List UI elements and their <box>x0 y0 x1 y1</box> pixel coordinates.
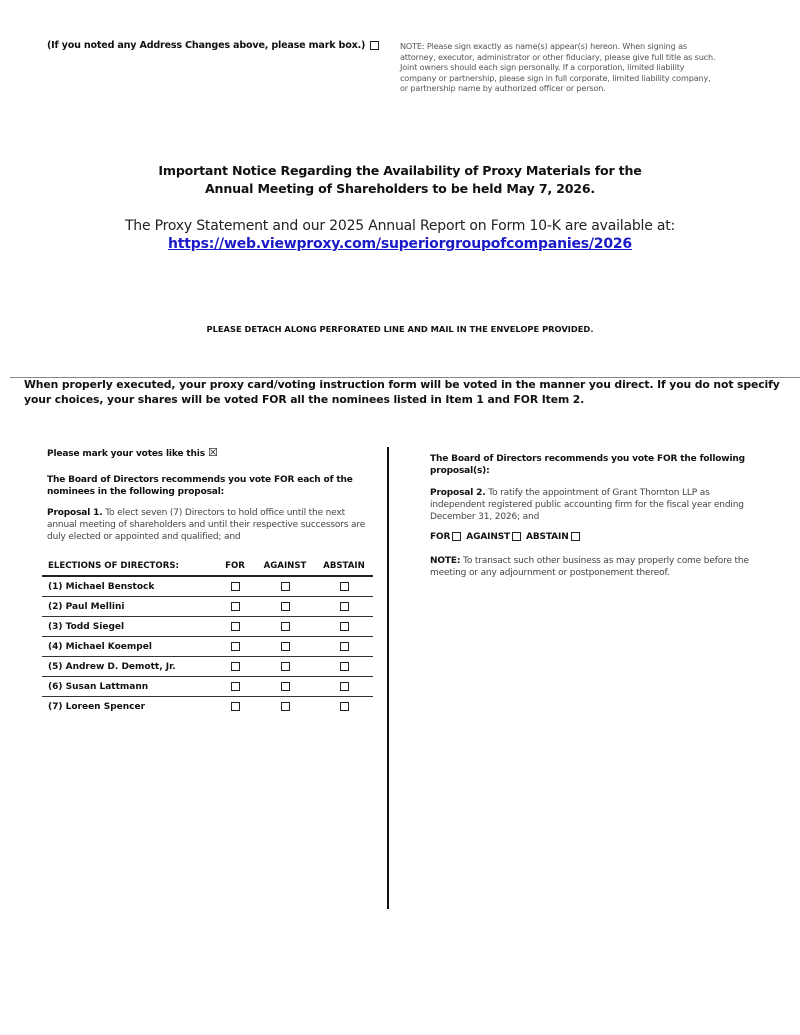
nominee-name: (7) Loreen Spencer <box>48 701 146 712</box>
proposal-2 <box>430 487 760 523</box>
proposal-1-label: Proposal 1. <box>47 508 103 518</box>
proxy-materials-link[interactable]: https://web.viewproxy.com/superiorgroupofcompanies/2026 <box>168 236 632 252</box>
header-elections: ELECTIONS OF DIRECTORS: <box>42 556 215 576</box>
nominee-name: (3) Todd Siegel <box>42 617 215 637</box>
nominee-row <box>42 576 373 597</box>
vote-cell <box>255 637 315 657</box>
vote-cell <box>315 637 373 657</box>
vote-cell <box>315 617 373 637</box>
nominee-1-for-checkbox[interactable] <box>231 582 240 591</box>
nominee-3-abstain-checkbox[interactable] <box>340 622 349 631</box>
nominee-3-against-checkbox[interactable] <box>281 622 290 631</box>
option-abstain-label: ABSTAIN <box>526 532 569 542</box>
vote-cell <box>215 637 255 657</box>
detach-instruction: PLEASE DETACH ALONG PERFORATED LINE AND MAIL IN THE ENVELOPE PROVIDED. <box>206 324 594 334</box>
table-header-row <box>42 556 373 576</box>
vote-cell <box>255 657 315 677</box>
proposal-2-label: Proposal 2. <box>430 488 486 498</box>
important-notice <box>0 162 800 198</box>
address-change-label <box>47 40 381 51</box>
vote-cell <box>315 657 373 677</box>
proposal-2-for-checkbox[interactable] <box>452 532 461 541</box>
nominee-6-against-checkbox[interactable] <box>281 682 290 691</box>
vote-cell <box>315 677 373 697</box>
vote-cell <box>255 617 315 637</box>
availability <box>0 217 800 253</box>
column-divider <box>387 447 389 909</box>
vote-cell <box>315 597 373 617</box>
nominee-row <box>42 657 373 677</box>
proposal-2-against-checkbox[interactable] <box>512 532 521 541</box>
vote-cell <box>215 597 255 617</box>
nominee-4-abstain-checkbox[interactable] <box>340 642 349 651</box>
vote-cell <box>255 576 315 597</box>
nominee-1-against-checkbox[interactable] <box>281 582 290 591</box>
signing-note-line: NOTE: Please sign exactly as name(s) appear(s) hereon. When signing as <box>400 41 687 51</box>
nominee-3-for-checkbox[interactable] <box>231 622 240 631</box>
header-abstain: ABSTAIN <box>315 556 373 576</box>
vote-cell <box>255 697 315 717</box>
nominee-name: (5) Andrew D. Demott, Jr. <box>42 657 215 677</box>
nominee-7-abstain-checkbox[interactable] <box>340 702 349 711</box>
signing-note-line: Joint owners should each sign personally. If a corporation, limited liability <box>400 62 685 73</box>
checked-box-icon: ☒ <box>207 446 218 459</box>
nominee-5-for-checkbox[interactable] <box>231 662 240 671</box>
nominee-2-for-checkbox[interactable] <box>231 602 240 611</box>
nominee-name: (4) Michael Koempel <box>42 637 215 657</box>
signing-note <box>400 41 715 94</box>
nominee-5-abstain-checkbox[interactable] <box>340 662 349 671</box>
nominee-7-for-checkbox[interactable] <box>231 702 240 711</box>
header-against: AGAINST <box>255 556 315 576</box>
availability-text: The Proxy Statement and our 2025 Annual Report on Form 10-K are available at: <box>124 218 676 234</box>
nominee-name: (6) Susan Lattmann <box>42 677 215 697</box>
vote-cell <box>315 576 373 597</box>
nominee-5-against-checkbox[interactable] <box>281 662 290 671</box>
vote-cell <box>255 677 315 697</box>
mark-votes-text: Please mark your votes like this <box>47 449 205 459</box>
nominee-1-abstain-checkbox[interactable] <box>340 582 349 591</box>
vote-cell <box>215 657 255 677</box>
nominee-7-against-checkbox[interactable] <box>281 702 290 711</box>
other-business-note <box>430 555 760 579</box>
voting-instructions: When properly executed, your proxy card/voting instruction form will be voted in the manner you direct. If you do not specify your choices, your shares will be voted FOR all the nominees listed in Item 1 and FOR Item 2. <box>24 378 780 406</box>
nominee-6-for-checkbox[interactable] <box>231 682 240 691</box>
signing-note-line: attorney, executor, administrator or other fiduciary, please give full title as such. <box>400 51 716 62</box>
nominee-6-abstain-checkbox[interactable] <box>340 682 349 691</box>
proposal-1-text: To elect seven (7) Directors to hold office until the next annual meeting of shareholders and until their respective successors are duly elected or appointed and qualified; and <box>47 508 366 542</box>
vote-cell <box>215 617 255 637</box>
signing-note-line: or partnership name by authorized officer or person. <box>400 83 606 94</box>
note-label: NOTE: <box>430 556 461 566</box>
directors-table <box>42 556 373 716</box>
proposal-2-options <box>430 531 760 543</box>
nominee-4-against-checkbox[interactable] <box>281 642 290 651</box>
notice-line-2: Annual Meeting of Shareholders to be held May 7, 2026. <box>205 181 595 196</box>
nominee-row <box>42 697 373 717</box>
vote-cell <box>215 697 255 717</box>
nominee-row <box>42 637 373 657</box>
header-for: FOR <box>215 556 255 576</box>
vote-cell <box>255 597 315 617</box>
nominee-2-against-checkbox[interactable] <box>281 602 290 611</box>
vote-cell <box>215 677 255 697</box>
note-text: To transact such other business as may properly come before the meeting or any adjournment or postponement thereof. <box>430 556 749 578</box>
option-against-label: AGAINST <box>466 532 511 542</box>
vote-cell <box>215 576 255 597</box>
address-change-text: (If you noted any Address Changes above, please mark box.) <box>47 40 366 51</box>
notice-line-1: Important Notice Regarding the Availability of Proxy Materials for the <box>158 163 642 178</box>
nominee-name: (1) Michael Benstock <box>42 576 215 597</box>
vote-cell <box>315 697 373 717</box>
proposal-2-abstain-checkbox[interactable] <box>571 532 580 541</box>
nominee-row <box>42 677 373 697</box>
board-recommendation-2: The Board of Directors recommends you vote FOR the following proposal(s): <box>430 454 745 476</box>
address-change-checkbox[interactable] <box>370 41 379 50</box>
nominee-2-abstain-checkbox[interactable] <box>340 602 349 611</box>
nominee-row <box>42 597 373 617</box>
nominee-4-for-checkbox[interactable] <box>231 642 240 651</box>
proposal-2-text: To ratify the appointment of Grant Thornton LLP as independent registered public accounting firm for the fiscal year ending December 31, 2026; and <box>430 488 744 522</box>
nominee-name: (2) Paul Mellini <box>42 597 215 617</box>
mark-votes-instruction <box>47 447 367 460</box>
signing-note-line: company or partnership, please sign in full corporate, limited liability company, <box>400 72 711 83</box>
nominee-row <box>42 617 373 637</box>
board-recommendation-1: The Board of Directors recommends you vote FOR each of the nominees in the following proposal: <box>47 475 353 497</box>
proposal-1 <box>47 507 367 543</box>
option-for-label: FOR <box>430 532 451 542</box>
